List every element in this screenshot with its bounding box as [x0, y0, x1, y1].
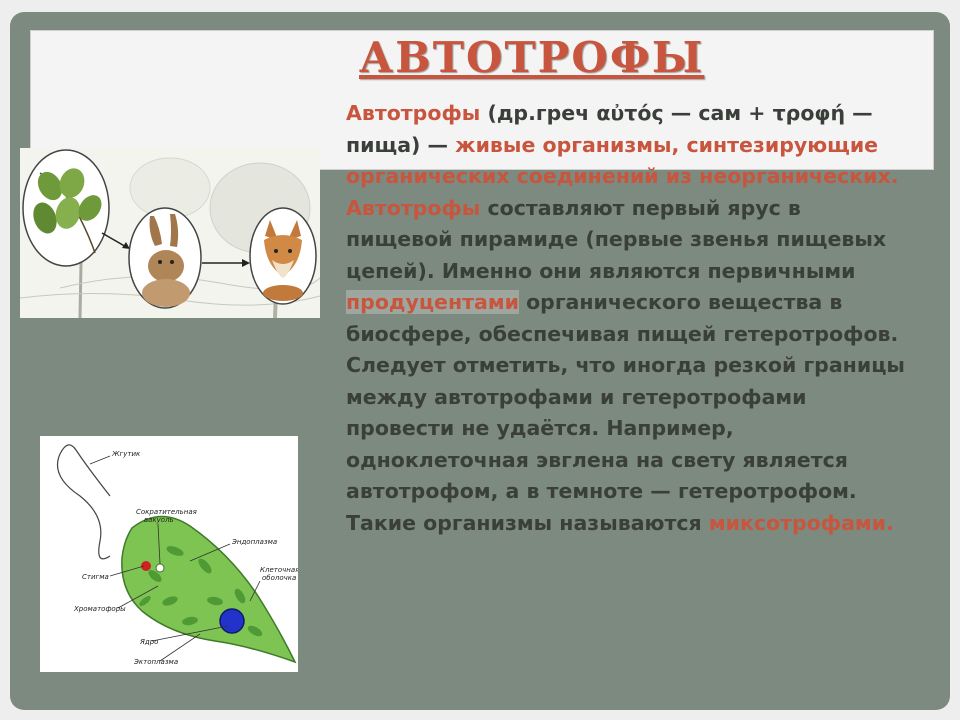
term-autotrophs: Автотрофы [346, 101, 481, 125]
term-autotrophs-2: Автотрофы [346, 195, 481, 220]
etymology-text: (др.греч αὐτός — сам + τροφή — пища) — [346, 101, 873, 157]
body-text-a: составляют первый ярус в пищевой пирамиде (первые звенья пищевых цепей). Именно они являются первичными [346, 195, 887, 283]
term-producers: продуцентами [346, 290, 519, 314]
euglena-diagram [40, 436, 298, 672]
food-chain-illustration [20, 148, 320, 318]
fox-icon [250, 208, 316, 304]
label-membrane-2: оболочка [262, 574, 297, 582]
label-ectoplasm: Эктоплазма [134, 658, 179, 666]
label-chloroplasts: Хроматофоры [74, 605, 126, 613]
contractile-vacuole [156, 564, 164, 572]
label-vacuole-2: вакуоль [144, 516, 174, 524]
stigma [141, 561, 151, 571]
slide-title: АВТОТРОФЫ [359, 33, 705, 82]
slide [10, 12, 950, 710]
term-mixotrophs: миксотрофами. [708, 510, 894, 535]
label-endoplasm: Эндоплазма [232, 538, 278, 546]
label-stigma: Стигма [82, 573, 109, 581]
leaves-icon [23, 150, 109, 266]
nucleus [220, 609, 244, 633]
definition-highlight: живые организмы, синтезирующие органических соединений из неорганических. [346, 132, 899, 188]
food-chain-image [20, 148, 320, 318]
euglena-illustration [40, 436, 298, 672]
label-membrane-1: Клеточная [260, 566, 298, 574]
label-flagellum: Жгутик [112, 450, 141, 458]
label-vacuole-1: Сократительная [136, 508, 197, 516]
body-text-b: органического вещества в биосфере, обеспечивая пищей гетеротрофов. Следует отметить, что иногда резкой границы между автотрофами и гетеротрофами провести не удаётся. Например, одноклеточная эвглена на свету является автотрофом, а в темноте — гетеротрофом. Такие организмы называются [346, 290, 905, 535]
definition-text [346, 98, 912, 539]
label-nucleus: Ядро [140, 638, 159, 646]
flagellum-line [58, 445, 111, 559]
hare-icon [129, 208, 201, 308]
